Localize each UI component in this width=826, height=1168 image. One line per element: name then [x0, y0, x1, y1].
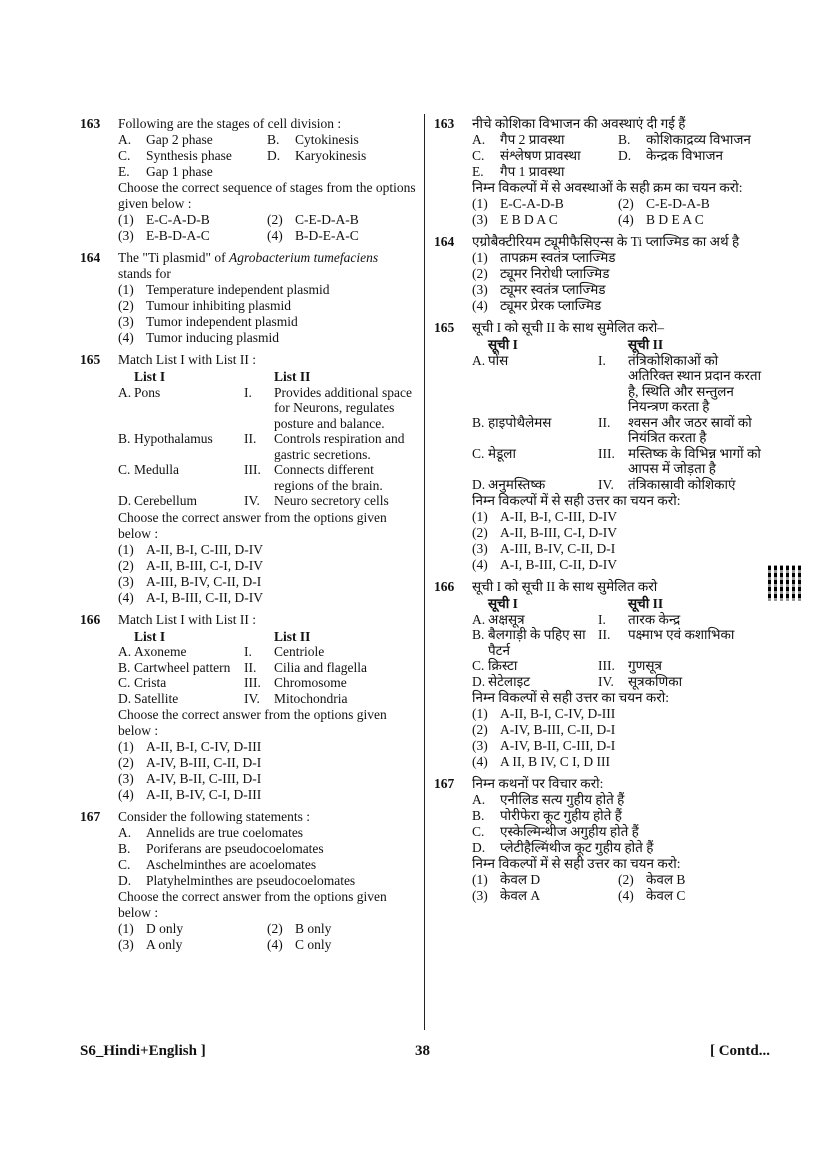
match-row: B. Cartwheel pattern II. Cilia and flagella: [118, 659, 367, 675]
option-1: (1) E-C-A-D-B: [118, 212, 210, 227]
question-stem: Match List I with List II :: [118, 611, 256, 627]
match-row: C. Crista III. Chromosome: [118, 675, 347, 690]
item-c: C. Synthesis phase: [118, 148, 232, 163]
option-4: (4) A-I, B-III, C-II, D-IV: [472, 557, 617, 572]
option-2: (2) B only: [267, 921, 332, 936]
option-1: (1) A-II, B-I, C-IV, D-III: [118, 739, 262, 754]
match-row: D. अनुमस्तिष्क IV. तंत्रिकास्रावी कोशिकाएं: [472, 476, 736, 492]
match-table: List I List II A. Axoneme I. Centriole B. Cartwheel pattern II. Cilia and flagella C. Crista III. Chromosome D. Satellite IV. Mitochondria: [118, 629, 416, 707]
option-1: (1) Temperature independent plasmid: [118, 282, 330, 297]
statement-a: A. Annelids are true coelomates: [118, 825, 304, 840]
match-table: सूची I सूची II A. पोंस I. तंत्रिकोशिकाओं को अतिरिक्त स्थान प्रदान करता है, स्थिति और सन्तुलन नियन्त्रण करता है B. हाइपोथैलेमस II. श्वसन और जठर स्रावों को नियंत्रित करता है C. मेडूला III. मस्तिष्क के विभिन्न भागों को आपस में जोड़ता है D. अनुमस्तिष्क IV. तंत्रिकास्रावी कोशिकाएं: [472, 337, 764, 492]
option-2: (2) A-II, B-III, C-I, D-IV: [118, 557, 263, 573]
question-number: 163: [434, 116, 455, 131]
match-row: A. Axoneme I. Centriole: [118, 644, 325, 659]
instruction: निम्न विकल्पों में से अवस्थाओं के सही क्रम का चयन करो:: [472, 180, 743, 195]
option-4: (4) B-D-E-A-C: [267, 228, 359, 243]
question-163-en: [80, 116, 416, 244]
item-e: E. गैप 1 प्रावस्था: [472, 164, 565, 179]
hindi-column: [434, 116, 764, 910]
option-2: (2) ट्यूमर निरोधी प्लाज्मिड: [472, 266, 610, 281]
item-b: B. कोशिकाद्रव्य विभाजन: [618, 132, 751, 147]
statement-d: D. Platyhelminthes are pseudocoelomates: [118, 873, 356, 888]
question-number: 166: [80, 611, 101, 627]
paper-code: S6_Hindi+English ]: [80, 1043, 206, 1059]
question-number: 165: [80, 352, 101, 367]
question-number: 163: [80, 116, 101, 131]
option-3: (3) A-III, B-IV, C-II, D-I: [472, 541, 616, 556]
option-3: (3) A-IV, B-II, C-III, D-I: [472, 738, 616, 753]
match-row: D. सेटेलाइट IV. सूत्रकणिका: [472, 673, 683, 689]
item-a: A. Gap 2 phase: [118, 132, 213, 147]
option-2: (2) A-IV, B-III, C-II, D-I: [472, 722, 616, 737]
match-table: List I List II A. Pons I. Provides additional space for Neurons, regulates posture and balance. B. Hypothalamus II. Controls respiration and gastric secretions. C. Medulla III. Connects different regions of the brain. D. Cerebellum IV. Neuro secretory cells: [118, 369, 416, 509]
item-d: D. Karyokinesis: [267, 148, 367, 163]
instruction: Choose the correct answer from the options given below :: [118, 509, 387, 541]
match-row: A. पोंस I. तंत्रिकोशिकाओं को अतिरिक्त स्थान प्रदान करता है, स्थिति और सन्तुलन नियन्त्रण करता है: [472, 352, 762, 414]
question-stem: Following are the stages of cell division :: [118, 116, 342, 131]
match-row: B. Hypothalamus II. Controls respiration and gastric secretions.: [118, 431, 405, 462]
question-stem: Consider the following statements :: [118, 809, 310, 824]
match-row: D. Cerebellum IV. Neuro secretory cells: [118, 493, 389, 508]
option-1: (1) केवल D: [472, 872, 541, 887]
option-2: (2) केवल B: [618, 872, 686, 887]
option-4: (4) B D E A C: [618, 212, 704, 227]
item-a: A. गैप 2 प्रावस्था: [472, 132, 565, 147]
option-2: (2) Tumour inhibiting plasmid: [118, 298, 292, 313]
question-number: 166: [434, 579, 455, 594]
question-stem: The "Ti plasmid" of Agrobacterium tumefaciens stands for: [118, 250, 379, 281]
option-4: (4) ट्यूमर प्रेरक प्लाज्मिड: [472, 298, 602, 313]
page-number: 38: [415, 1043, 430, 1059]
option-4: (4) A-II, B-IV, C-I, D-III: [118, 787, 262, 802]
option-3: (3) ट्यूमर स्वतंत्र प्लाज्मिड: [472, 282, 606, 297]
match-row: B. हाइपोथैलेमस II. श्वसन और जठर स्रावों को नियंत्रित करता है: [472, 414, 752, 445]
question-165-hi: [434, 320, 764, 573]
option-4: (4) Tumor inducing plasmid: [118, 330, 280, 345]
instruction: निम्न विकल्पों में से सही उत्तर का चयन करो:: [472, 856, 681, 871]
option-3: (3) A only: [118, 937, 183, 952]
question-stem: सूची I को सूची II के साथ सुमेलित करो–: [472, 320, 665, 335]
option-2: (2) C-E-D-A-B: [618, 196, 710, 211]
match-row: D. Satellite IV. Mitochondria: [118, 690, 348, 706]
english-column: [80, 116, 416, 959]
instruction: Choose the correct answer from the options given below :: [118, 707, 387, 738]
statement-d: D. प्लेटीहैल्मिंथीज कूट गुहीय होते हैं: [472, 840, 654, 855]
match-row: A. Pons I. Provides additional space for Neurons, regulates posture and balance.: [118, 384, 412, 431]
question-number: 164: [434, 234, 455, 249]
question-number: 164: [80, 250, 101, 265]
question-164-hi: [434, 234, 764, 314]
question-165-en: [80, 352, 416, 606]
option-3: (3) Tumor independent plasmid: [118, 314, 298, 329]
instruction: Choose the correct answer from the options given below :: [118, 889, 387, 920]
match-row: C. Medulla III. Connects different regions of the brain.: [118, 462, 383, 493]
option-4: (4) केवल C: [618, 888, 686, 903]
option-1: (1) A-II, B-I, C-III, D-IV: [118, 541, 263, 557]
option-3: (3) A-IV, B-II, C-III, D-I: [118, 771, 262, 786]
option-1: (1) A-II, B-I, C-IV, D-III: [472, 706, 616, 721]
option-3: (3) E B D A C: [472, 212, 558, 227]
question-number: 165: [434, 320, 455, 335]
match-row: A. अक्षसूत्र I. तारक केन्द्र: [472, 611, 681, 627]
option-3: (3) E-B-D-A-C: [118, 228, 210, 243]
instruction: निम्न विकल्पों में से सही उत्तर का चयन करो:: [472, 493, 681, 508]
question-stem: सूची I को सूची II के साथ सुमेलित करो: [472, 579, 658, 594]
match-row: C. मेडूला III. मस्तिष्क के विभिन्न भागों को आपस में जोड़ता है: [472, 445, 761, 476]
option-1: (1) D only: [118, 921, 184, 936]
question-166-hi: [434, 579, 764, 770]
question-167-en: [80, 809, 416, 953]
option-4: (4) A II, B IV, C I, D III: [472, 754, 610, 769]
option-2: (2) A-II, B-III, C-I, D-IV: [472, 525, 617, 540]
statement-c: C. Aschelminthes are acoelomates: [118, 857, 317, 872]
item-d: D. केन्द्रक विभाजन: [618, 148, 723, 163]
option-1: (1) तापक्रम स्वतंत्र प्लाज्मिड: [472, 250, 616, 265]
question-164-en: [80, 250, 416, 346]
question-167-hi: [434, 776, 764, 904]
question-stem: एग्रोबैक्टीरियम ट्यूमीफैसिएन्स के Ti प्लाज्मिड का अर्थ है: [472, 234, 740, 249]
item-b: B. Cytokinesis: [267, 132, 359, 147]
question-163-hi: [434, 116, 764, 228]
match-row: B. बैलगाड़ी के पहिए सा पैटर्न II. पक्ष्माभ एवं कशाभिका: [472, 627, 735, 658]
question-stem: Match List I with List II :: [118, 352, 256, 367]
question-number: 167: [434, 776, 455, 791]
instruction: Choose the correct sequence of stages from the options given below :: [118, 180, 416, 211]
option-2: (2) C-E-D-A-B: [267, 212, 359, 227]
option-2: (2) A-IV, B-III, C-II, D-I: [118, 755, 262, 770]
item-c: C. संश्लेषण प्रावस्था: [472, 148, 581, 163]
continued-label: [ Contd...: [709, 1043, 770, 1059]
match-table: सूची I सूची II A. अक्षसूत्र I. तारक केन्द्र B. बैलगाड़ी के पहिए सा पैटर्न II. पक्ष्माभ एवं कशाभिका C. क्रिस्टा III. गुणसूत्र D. सेटेलाइट IV. सूत्रकणिका: [472, 596, 764, 689]
statement-b: B. Poriferans are pseudocoelomates: [118, 841, 324, 856]
option-4: (4) A-I, B-III, C-II, D-IV: [118, 589, 263, 605]
instruction: निम्न विकल्पों से सही उत्तर का चयन करो:: [472, 690, 670, 705]
question-stem: नीचे कोशिका विभाजन की अवस्थाएं दी गई हैं: [472, 116, 686, 131]
option-4: (4) C only: [267, 937, 332, 952]
question-number: 167: [80, 809, 101, 824]
statement-a: A. एनीलिड सत्य गुहीय होते हैं: [472, 792, 625, 807]
column-divider: [424, 114, 425, 1030]
option-3: (3) केवल A: [472, 888, 541, 903]
statement-c: C. एस्केल्मिन्थीज अगुहीय होते हैं: [472, 824, 639, 839]
option-1: (1) A-II, B-I, C-III, D-IV: [472, 509, 617, 524]
question-166-en: [80, 612, 416, 804]
question-stem: निम्न कथनों पर विचार करो:: [472, 776, 604, 791]
match-row: C. क्रिस्टा III. गुणसूत्र: [472, 658, 662, 673]
option-3: (3) A-III, B-IV, C-II, D-I: [118, 573, 262, 589]
option-1: (1) E-C-A-D-B: [472, 196, 564, 211]
statement-b: B. पोरीफेरा कूट गुहीय होते हैं: [472, 808, 622, 823]
item-e: E. Gap 1 phase: [118, 164, 213, 179]
qr-code-icon: [768, 565, 804, 601]
